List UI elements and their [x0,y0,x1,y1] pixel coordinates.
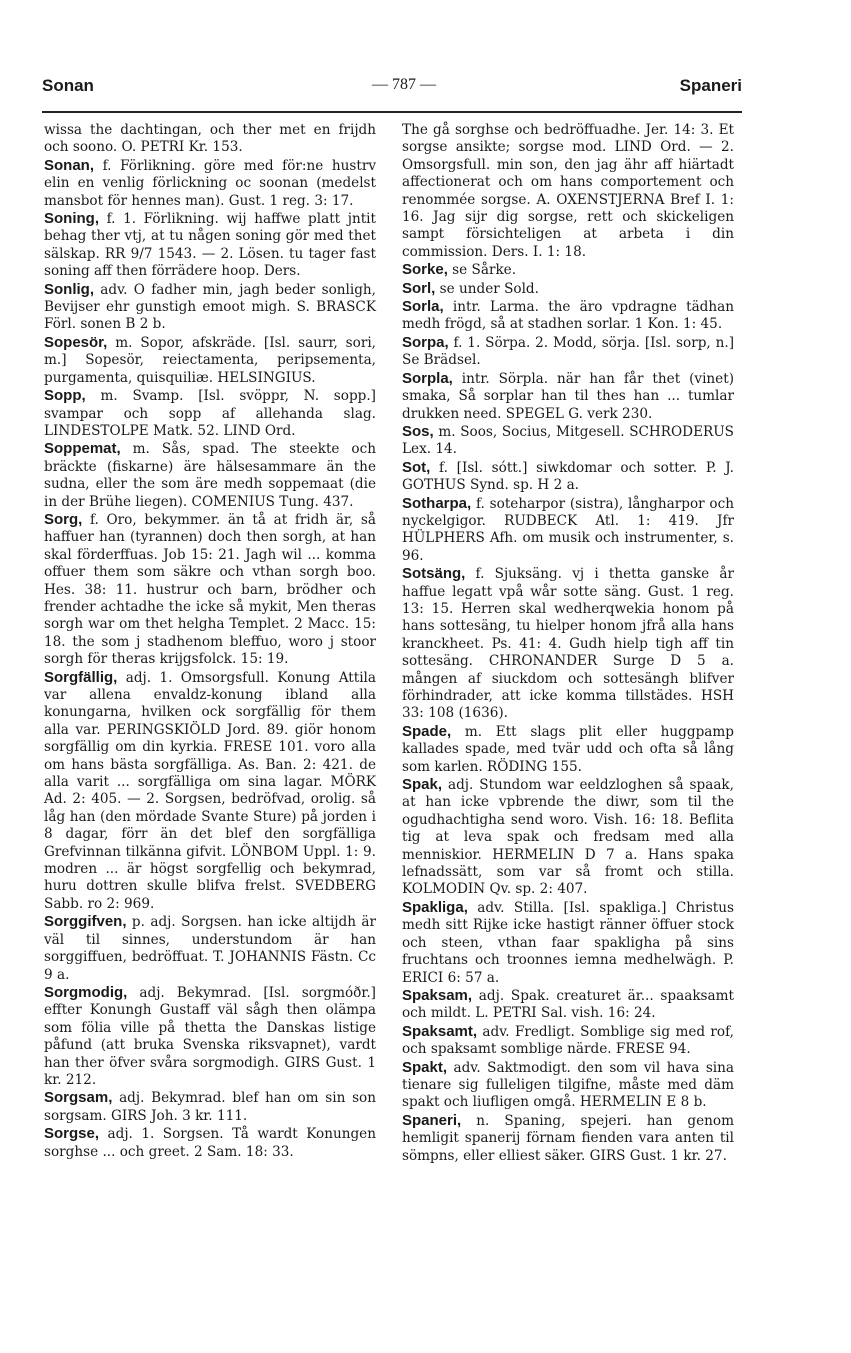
dictionary-entry [44,984,376,1089]
dictionary-entry [402,495,734,566]
dictionary-entry [44,122,376,157]
dictionary-entry [44,281,376,334]
dictionary-entry [44,387,376,440]
entry-headword: Spaksam, [402,986,473,1004]
dictionary-entry [402,261,734,279]
dictionary-entry [44,210,376,281]
right-column [402,122,734,1165]
entry-text: adv. Saktmodigt. den som vil hava sina tienare sig fulleligen tilgifne, måste med däm spakt och liufligen omgå. HERMELIN E 8 b. [402,1059,734,1111]
entry-text: se under Sold. [435,280,539,297]
entry-text: intr. Sörpla. när han får thet (vinet) smaka, Så sorplar han til thes han ... tumlar drukken need. SPEGEL G. verk 230. [402,370,734,422]
dictionary-entry [44,511,376,669]
entry-text: m. Sopor, afskräde. [Isl. saurr, sori, m.] Sopesör, reiectamenta, peripsementa, purgamenta, quisquiliæ. HELSINGIUS. [44,334,376,386]
entry-text: f. 1. Förlikning. wij haffwe platt jntit behag ther vtj, at tu någen soning gör med thet sälskap. RR 9/7 1543. — 2. Lösen. tu tager fast soning aff then förrädere hoop. Ders. [44,211,376,280]
entry-text: intr. Larma. the äro vpdragne tädhan medh frögd, så at stadhen sorlar. 1 Kon. 1: 45. [402,299,734,333]
dictionary-entry [402,298,734,334]
entry-headword: Spade, [402,722,452,740]
entry-text: f. soteharpor (sistra), långharpor och nyckelgigor. RUDBECK Atl. 1: 419. Jfr HÜLPHERS Afh. om musik och instrumenter, s. 96. [402,495,734,564]
running-header [42,76,742,100]
dictionary-entry [402,723,734,776]
entry-headword: Sorgsam, [44,1089,113,1107]
entry-text: The gå sorghse och bedröffuadhe. Jer. 14: 3. Et sorgse ansikte; sorgse mod. LIND Ord. — 2. Omsorgsfull. min son, den jag ähr aff hiärtadt affectionerat och om hans comportement och renommée sorgse. A. OXENSTJERNA Bref I. 1: 16. Jag sijr dig sorgse, rett och skickeligen sampt försichteligen at arbeta i din commission. Ders. I. 1: 18. [402,122,734,260]
entry-headword: Spakliga, [402,898,468,916]
dictionary-entry [44,440,376,511]
entry-headword: Sot, [402,458,431,476]
header-first-headword: Sonan [42,76,94,95]
entry-headword: Sorgmodig, [44,983,128,1001]
dictionary-entry [402,459,734,495]
entry-text: adv. O fadher min, jagh beder sonligh, Bevijser ehr gunstigh emoot migh. S. BRASCK Förl. sonen B 2 b. [44,281,376,333]
page-number: — 787 — [372,76,436,93]
dictionary-entry [402,334,734,370]
dictionary-entry [44,1125,376,1161]
entry-text: n. Spaning, spejeri. han genom hemligit spanerij förnam fienden vara anten til sömpns, eller elliest säker. GIRS Gust. 1 kr. 27. [402,1112,734,1164]
dictionary-entry [402,1112,734,1165]
entry-text: f. Sjuksäng. vj i thetta ganske år haffue legatt vpå wår sotte säng. Gust. 1 reg. 13: 15. Herren skal wedherqwekia honom på hans sottesäng, tu hielper honom jfrå alla hans kranckheet. Ps. 41: 4. Gudh hielp tigh aff tin sottesäng. CHRONANDER Surge D 5 a. mången af siuckdom och sottesängh blifver förhindrader, att icke komma tillstädes. HSH 33: 108 (1636). [402,566,734,722]
entry-text: p. adj. Sorgsen. han icke altijdh är väl til sinnes, understundom är han sorggiffuen, bedröffuat. T. JOHANNIS Fästn. Cc 9 a. [44,914,376,983]
entry-headword: Sopesör, [44,333,108,351]
entry-headword: Spakt, [402,1058,448,1076]
entry-text: adj. Bekymrad. [Isl. sorgmóðr.] effter Konungh Gustaff väl sågh then olämpa som fölia ville på thetta the Danskas listige påfund (att bruka Svenska riksvapnet), vardt han ther öfver svåra sorgmodigh. GIRS Gust. 1 kr. 212. [44,984,376,1088]
entry-text: f. Oro, bekymmer. än tå at fridh är, så haffuer han (tyrannen) doch then sorgh, at han skal förderffuas. Job 15: 21. Jagh wil ... komma offuer them som säkre och vthan sorgh boo. Hes. 38: 11. hustrur och barn, brödher och frender achtadhe the icke så mykit, Men theras sorgh war om thet helgha Templet. 2 Macc. 15: 18. the som j stadhenom bleffuo, woro j stoor sorgh för theras krijgsfolck. 15: 19. [44,511,376,668]
dictionary-entry [44,913,376,984]
dictionary-entry [44,1089,376,1125]
entry-text: f. [Isl. sótt.] siwkdomar och sotter. P. J. GOTHUS Synd. sp. H 2 a. [402,459,734,494]
dictionary-entry [402,776,734,899]
entry-headword: Sotharpa, [402,494,472,512]
entry-headword: Spak, [402,776,443,794]
entry-text: adv. Stilla. [Isl. spakliga.] Christus medh sitt Rijke icke hastigt ränner öffuer stock och steen, vthan faar spakligha på sins fruchtans och troonnes iemna medhelwägh. P. ERICI 6: 57 a. [402,899,734,986]
dictionary-entry [402,1023,734,1059]
entry-headword: Sonlig, [44,280,94,298]
entry-headword: Soppemat, [44,440,121,458]
dictionary-entry [402,1059,734,1112]
entry-headword: Sorggifven, [44,913,127,931]
entry-text: adj. Stundom war eeldzloghen så spaak, at han icke vpbrende the diwr, som til the ogudhachtigha send woro. Vish. 16: 18. Beflita tig at leva spak och fredsam med alla menniskior. HERMELIN D 7 a. Hans spaka lefnadssätt, som var så fromt och stilla. KOLMODIN Qv. sp. 2: 407. [402,777,734,898]
entry-headword: Sos, [402,422,434,440]
entry-headword: Sorpa, [402,333,449,351]
dictionary-entry [44,334,376,387]
entry-text: adv. Fredligt. Somblige sig med rof, och spaksamt somblige närde. FRESE 94. [402,1023,734,1058]
dictionary-entry [44,669,376,914]
entry-headword: Sorl, [402,279,436,297]
entry-text: adj. 1. Omsorgsfull. Konung Attila var allena envaldz-konung ibland alla konungarna, hvilken ock sorgfällig för them alla var. PERINGSKIÖLD Jord. 89. giör honom sorgfällig om din kyrkia. FRESE 101. voro alla om hans bästa sorgfälliga. As. Ban. 2: 421. de alla varit ... sorgfälliga om sina lagar. MÖRK Ad. 2: 405. — 2. Sorgsen, bedröfvad, orolig. så låg han (den mördade Svante Sture) på jorden i 8 dagar, förr än det blef den sorgfälliga Grefvinnan tilkänna gifvit. LÖNBOM Uppl. 1: 9. modren ... är högst sorgfellig och bekymrad, huru dottren skulle blifva frelst. SVEDBERG Sabb. ro 2: 969. [44,669,376,912]
entry-text: m. Soos, Socius, Mitgesell. SCHRODERUS Lex. 14. [402,423,734,458]
entry-headword: Sorgfällig, [44,668,118,686]
entry-text: f. 1. Sörpa. 2. Modd, sörja. [Isl. sorp, n.] Se Brädsel. [402,334,734,369]
dictionary-entry [402,423,734,459]
entry-text: m. Sås, spad. The steekte och bräckte (fiskarne) äre hälsesammare än the sudna, eller the som äre medh soppemaat (die in der Brühe liegen). COMENIUS Tung. 437. [44,441,376,510]
left-column [44,122,376,1161]
dictionary-entry [402,122,734,261]
entry-text: m. Svamp. [Isl. svöppr, N. sopp.] svampar och sopp af allehanda slag. LINDESTOLPE Matk. 52. LIND Ord. [44,388,376,439]
entry-headword: Spaneri, [402,1111,462,1129]
entry-text: se Sårke. [447,262,517,279]
entry-headword: Sorke, [402,261,448,279]
entry-text: adj. 1. Sorgsen. Tå wardt Konungen sorghse ... och greet. 2 Sam. 18: 33. [44,1126,376,1160]
header-last-headword: Spaneri [679,76,742,95]
entry-headword: Sopp, [44,387,86,405]
entry-text: wissa the dachtingan, och ther met en frijdh och soono. O. PETRI Kr. 153. [44,122,376,156]
entry-headword: Sonan, [44,156,95,174]
entry-text: m. Ett slags plit eller huggpamp kallades spade, med tvär udd och ofta så lång som karlen. RÖDING 155. [402,723,734,775]
entry-headword: Spaksamt, [402,1022,478,1040]
dictionary-entry [402,565,734,723]
entry-headword: Sorgse, [44,1125,100,1143]
entry-headword: Sorg, [44,510,83,528]
entry-text: f. Förlikning. göre med för:ne hustrv elin en venlig förlickning oc soonan (medelst mansbot för hennes man). Gust. 1 reg. 3: 17. [44,157,376,209]
dictionary-entry [402,899,734,987]
dictionary-entry [402,370,734,423]
entry-headword: Sorpla, [402,369,453,387]
dictionary-entry [402,280,734,298]
entry-headword: Soning, [44,210,99,228]
header-rule [42,111,742,113]
entry-headword: Sorla, [402,298,444,316]
entry-headword: Sotsäng, [402,565,466,583]
dictionary-entry [402,987,734,1023]
dictionary-entry [44,157,376,210]
entry-text: adj. Bekymrad. blef han om sin son sorgsam. GIRS Joh. 3 kr. 111. [44,1090,376,1124]
entry-text: adj. Spak. creaturet är... spaaksamt och mildt. L. PETRI Sal. vish. 16: 24. [402,987,734,1022]
